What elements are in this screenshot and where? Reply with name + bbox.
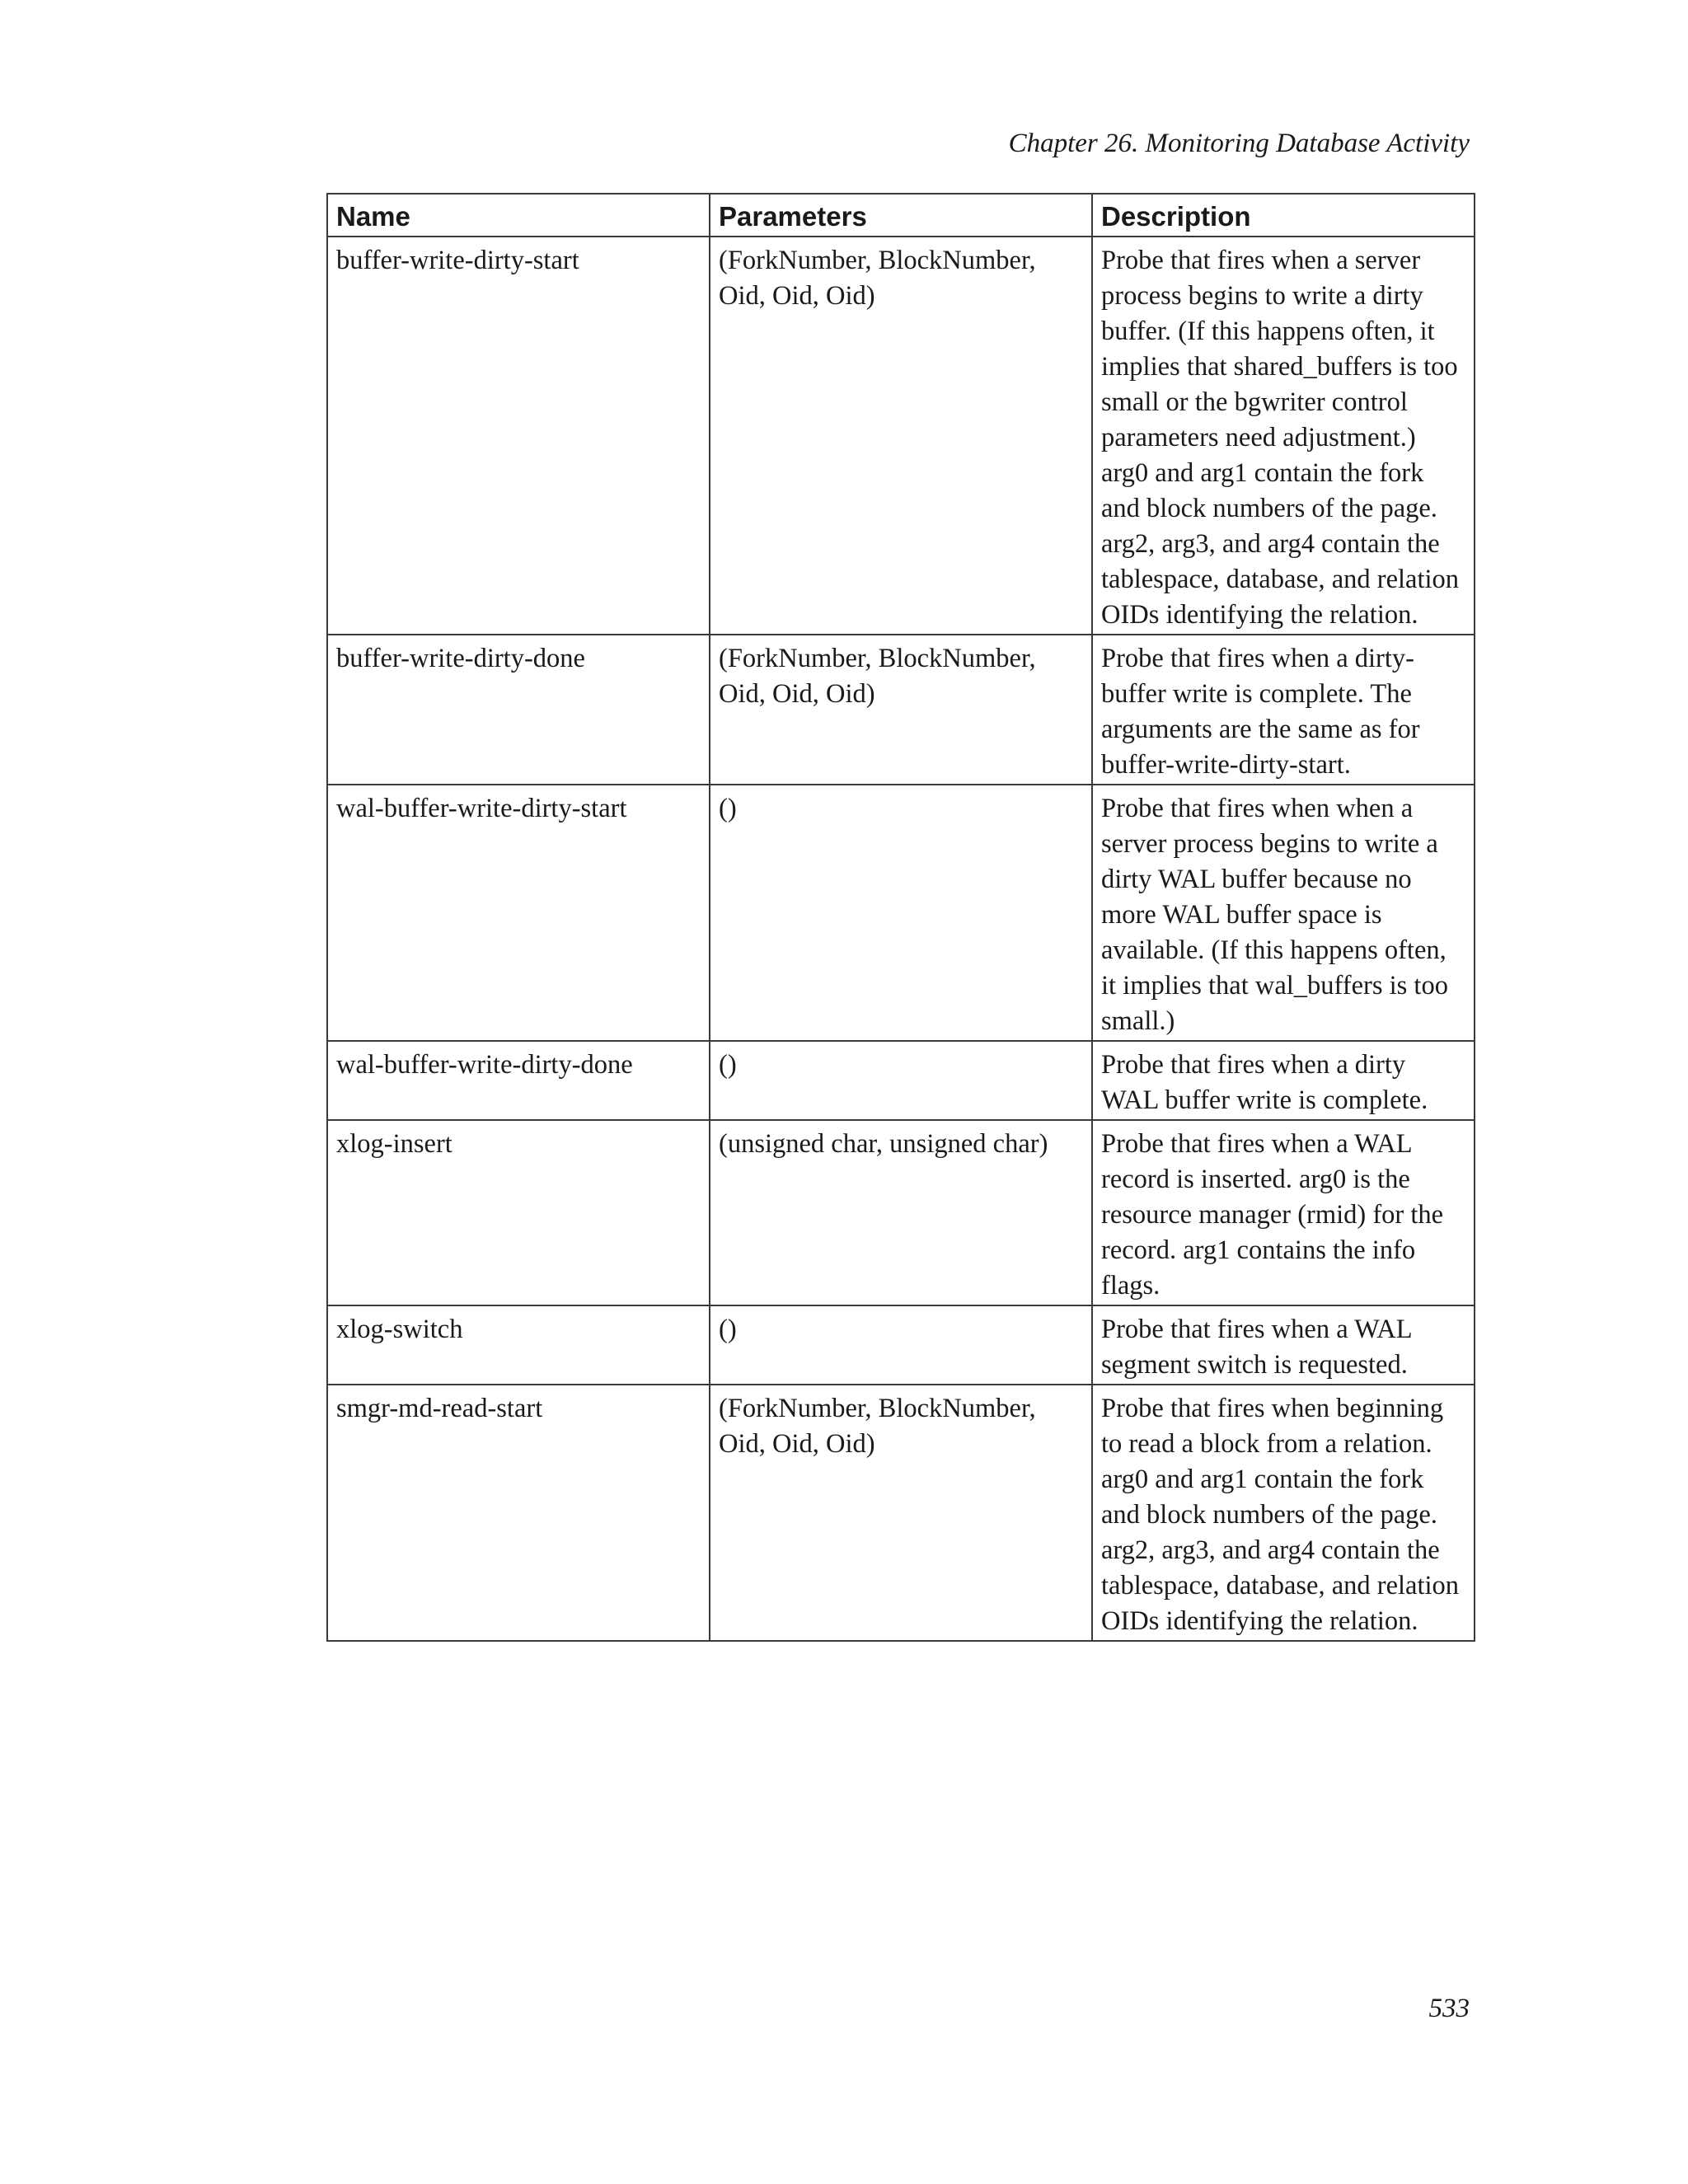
table-row [327, 1041, 1475, 1120]
probe-description-cell: Probe that fires when a dirty-buffer write is complete. The arguments are the same as for buffer-write-dirty-start. [1092, 635, 1475, 785]
page-number: 533 [1428, 1994, 1470, 2023]
probe-description-cell: Probe that fires when a dirty WAL buffer write is complete. [1092, 1041, 1475, 1120]
probe-parameters-cell: () [710, 1041, 1092, 1120]
probe-description-cell: Probe that fires when a WAL record is inserted. arg0 is the resource manager (rmid) for the record. arg1 contains the info flags. [1092, 1120, 1475, 1305]
probe-table [326, 193, 1475, 1642]
probe-parameters-cell: (ForkNumber, BlockNumber, Oid, Oid, Oid) [710, 1385, 1092, 1641]
probe-name-cell: wal-buffer-write-dirty-start [327, 785, 710, 1041]
probe-parameters-cell: () [710, 1305, 1092, 1385]
table-row [327, 1120, 1475, 1305]
probe-description-cell: Probe that fires when when a server process begins to write a dirty WAL buffer because no more WAL buffer space is available. (If this happens often, it implies that wal_buffers is too small.) [1092, 785, 1475, 1041]
column-header-parameters: Parameters [710, 194, 1092, 237]
probe-description-cell: Probe that fires when a WAL segment switch is requested. [1092, 1305, 1475, 1385]
running-header: Chapter 26. Monitoring Database Activity [1008, 129, 1470, 158]
table-row [327, 785, 1475, 1041]
probe-name-cell: wal-buffer-write-dirty-done [327, 1041, 710, 1120]
table-header-row [327, 194, 1475, 237]
probe-description-cell: Probe that fires when beginning to read a block from a relation. arg0 and arg1 contain the fork and block numbers of the page. arg2, arg3, and arg4 contain the tablespace, database, and relation OIDs identifying the relation. [1092, 1385, 1475, 1641]
probe-parameters-cell: () [710, 785, 1092, 1041]
probe-parameters-cell: (ForkNumber, BlockNumber, Oid, Oid, Oid) [710, 237, 1092, 635]
probe-name-cell: buffer-write-dirty-start [327, 237, 710, 635]
probe-parameters-cell: (unsigned char, unsigned char) [710, 1120, 1092, 1305]
probe-name-cell: buffer-write-dirty-done [327, 635, 710, 785]
column-header-name: Name [327, 194, 710, 237]
table-row [327, 635, 1475, 785]
probe-name-cell: xlog-insert [327, 1120, 710, 1305]
probe-name-cell: xlog-switch [327, 1305, 710, 1385]
table-row [327, 1305, 1475, 1385]
probe-description-cell: Probe that fires when a server process begins to write a dirty buffer. (If this happens often, it implies that shared_buffers is too small or the bgwriter control parameters need adjustment.) arg0 and arg1 contain the fork and block numbers of the page. arg2, arg3, and arg4 contain the tablespace, database, and relation OIDs identifying the relation. [1092, 237, 1475, 635]
table-row [327, 1385, 1475, 1641]
probe-parameters-cell: (ForkNumber, BlockNumber, Oid, Oid, Oid) [710, 635, 1092, 785]
column-header-description: Description [1092, 194, 1475, 237]
probe-name-cell: smgr-md-read-start [327, 1385, 710, 1641]
table-row [327, 237, 1475, 635]
